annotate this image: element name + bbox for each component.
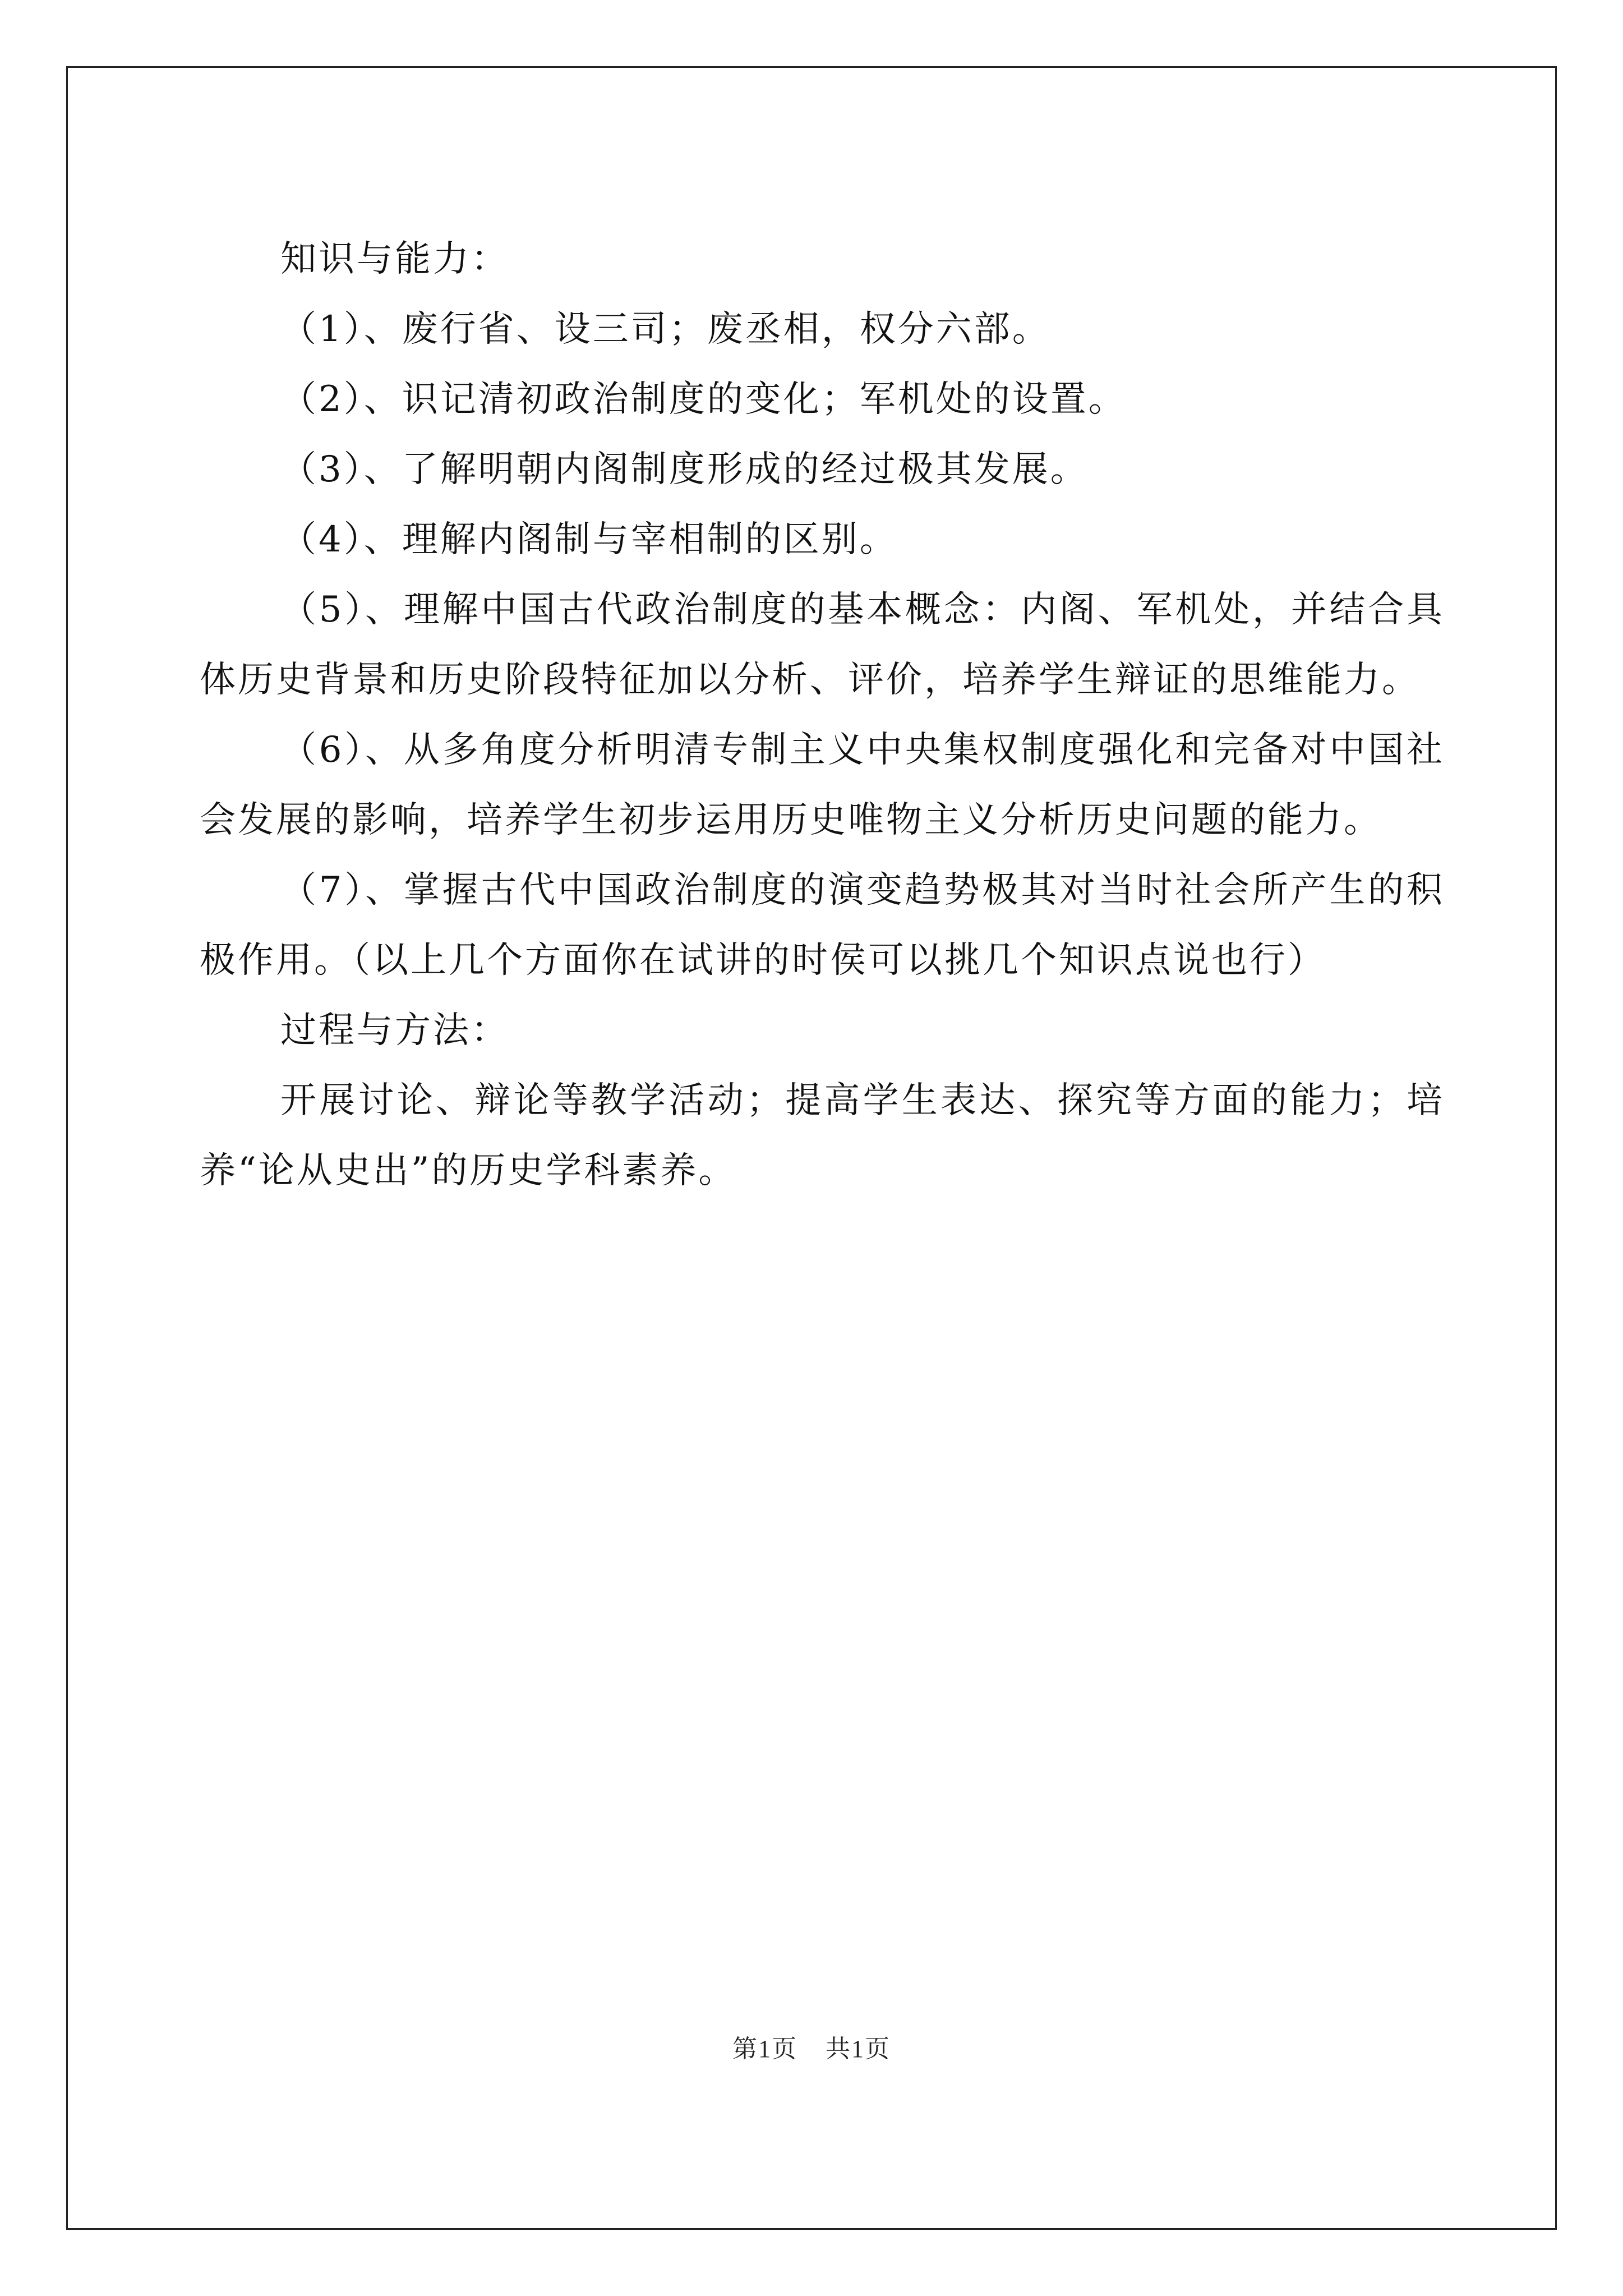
paragraph-item-2: （2）、识记清初政治制度的变化；军机处的设置。 xyxy=(280,379,1127,420)
paragraph-item-5: （5）、理解中国古代政治制度的基本概念：内阁、军机处，并结合具体历史背景和历史阶段特征加以分析、评价，培养学生辩证的思维能力。 xyxy=(200,589,1445,701)
heading-knowledge-ability: 知识与能力： xyxy=(280,238,509,280)
page-footer xyxy=(0,2028,1623,2064)
heading-process-method: 过程与方法： xyxy=(280,1010,509,1051)
document-body xyxy=(200,224,1445,1206)
paragraph-process-method: 开展讨论、辩论等教学活动；提高学生表达、探究等方面的能力；培养“论从史出”的历史学科素养。 xyxy=(200,1080,1445,1191)
page-total: 共1页 xyxy=(826,2035,891,2063)
paragraph-item-1: （1）、废行省、设三司；废丞相，权分六部。 xyxy=(280,309,1050,350)
paragraph-item-6: （6）、从多角度分析明清专制主义中央集权制度强化和完备对中国社会发展的影响，培养学生初步运用历史唯物主义分析历史问题的能力。 xyxy=(200,729,1445,841)
paragraph-item-7: （7）、掌握古代中国政治制度的演变趋势极其对当时社会所产生的积极作用。（以上几个方面你在试讲的时侯可以挑几个知识点说也行） xyxy=(200,869,1445,981)
page-number: 第1页 xyxy=(732,2035,797,2063)
paragraph-item-3: （3）、了解明朝内阁制度形成的经过极其发展。 xyxy=(280,449,1089,490)
paragraph-item-4: （4）、理解内阁制与宰相制的区别。 xyxy=(280,519,898,560)
